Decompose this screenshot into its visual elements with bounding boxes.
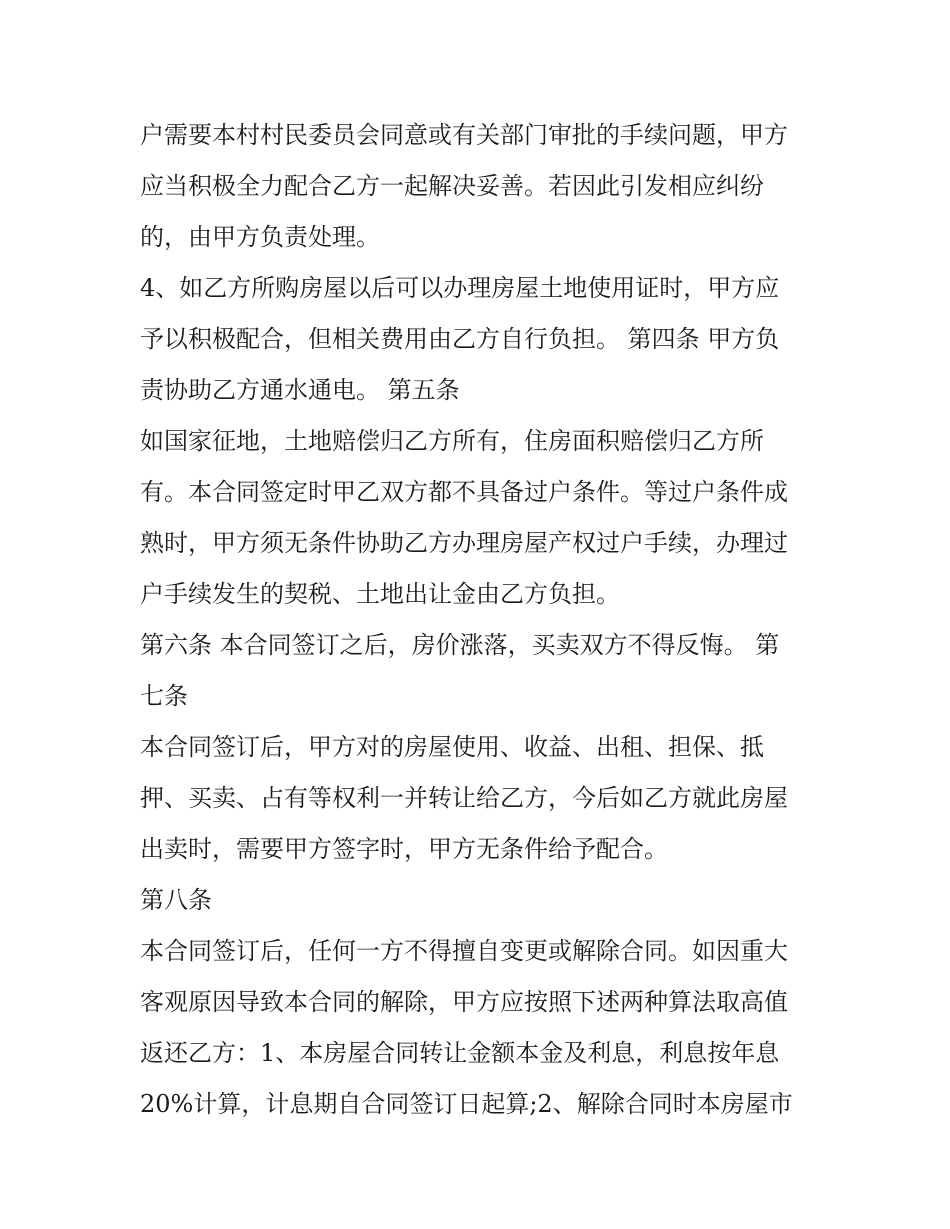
text-line: 4、如乙方所购房屋以后可以办理房屋土地使用证时，甲方应 [140,274,780,302]
text-line: 有。本合同签定时甲乙双方都不具备过户条件。等过户条件成 [140,478,788,506]
text-line: 押、买卖、占有等权利一并转让给乙方，今后如乙方就此房屋 [140,784,788,812]
text-line: 户需要本村村民委员会同意或有关部门审批的手续问题，甲方 [140,121,788,149]
text-line: 责协助乙方通水通电。 第五条 [140,376,460,404]
text-line: 的，由甲方负责处理。 [140,223,380,251]
text-line: 第八条 [140,886,212,914]
contract-text [140,110,820,1130]
text-line: 户手续发生的契税、土地出让金由乙方负担。 [140,580,620,608]
text-line: 出卖时，需要甲方签字时，甲方无条件给予配合。 [140,835,668,863]
text-line: 熟时，甲方须无条件协助乙方办理房屋产权过户手续，办理过 [140,529,788,557]
text-line: 第六条 本合同签订之后，房价涨落，买卖双方不得反悔。 第 [140,631,780,659]
text-line: 20%计算，计息期自合同签订日起算;2、解除合同时本房屋市 [140,1090,793,1118]
text-line: 如国家征地，土地赔偿归乙方所有，住房面积赔偿归乙方所 [140,427,764,455]
text-line: 本合同签订后，任何一方不得擅自变更或解除合同。如因重大 [140,937,788,965]
text-line: 客观原因导致本合同的解除，甲方应按照下述两种算法取高值 [140,988,788,1016]
text-line: 应当积极全力配合乙方一起解决妥善。若因此引发相应纠纷 [140,172,764,200]
text-line: 本合同签订后，甲方对的房屋使用、收益、出租、担保、抵 [140,733,764,761]
text-line: 七条 [140,682,188,710]
text-line: 予以积极配合，但相关费用由乙方自行负担。 第四条 甲方负 [140,325,780,353]
text-line: 返还乙方：1、本房屋合同转让金额本金及利息，利息按年息 [140,1039,780,1067]
